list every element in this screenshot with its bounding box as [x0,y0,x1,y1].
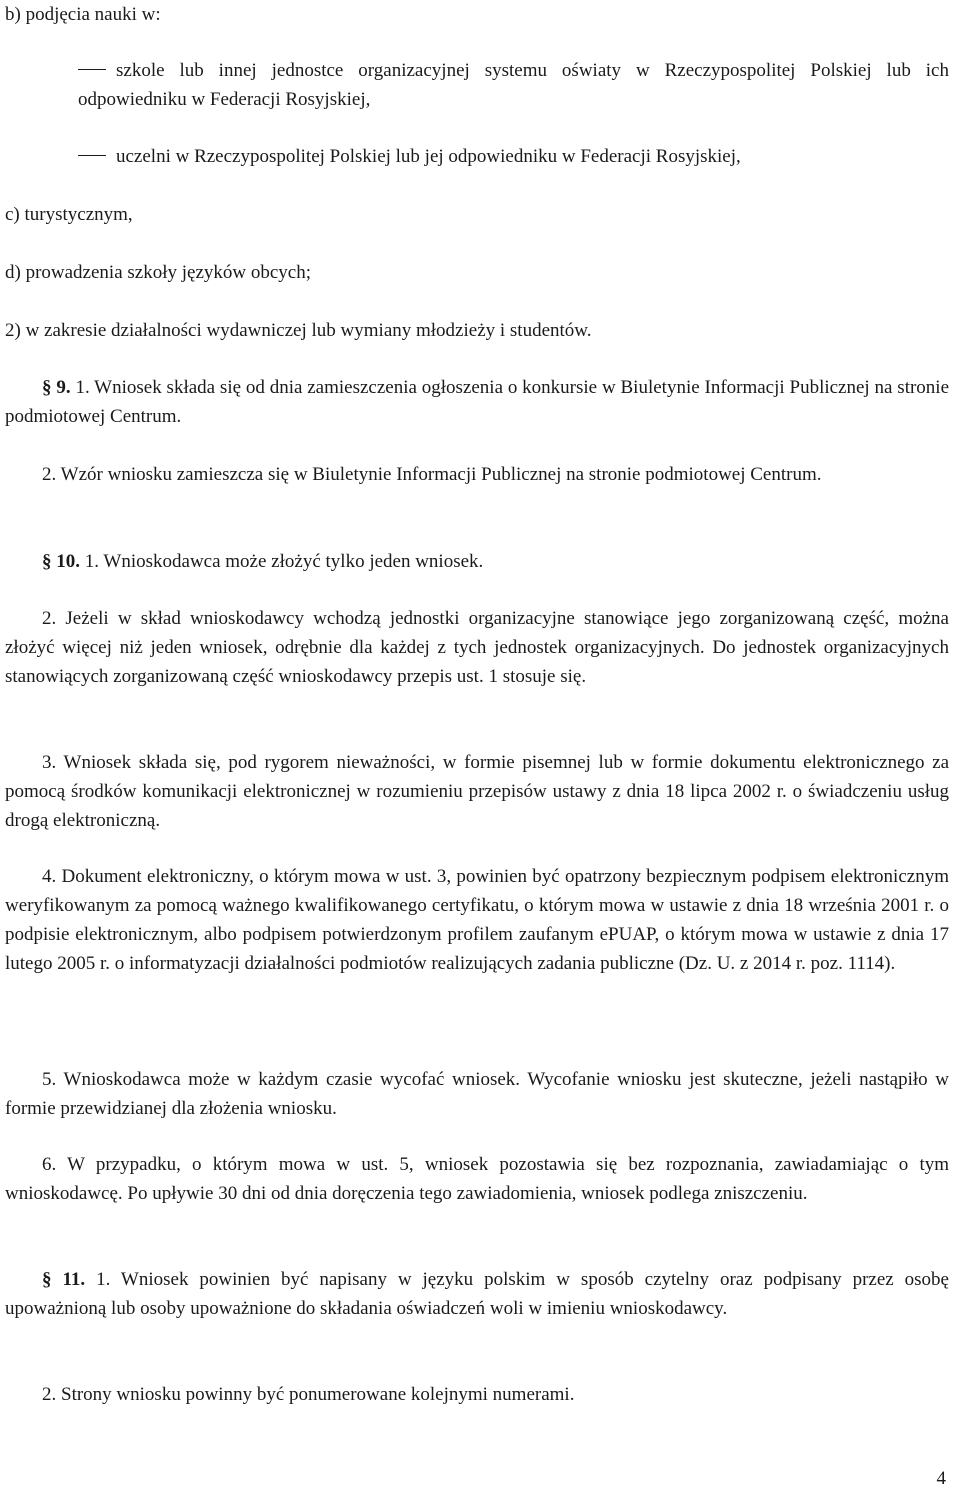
section-11-para-1 [5,1265,949,1323]
list-item-text: szkole lub innej jednostce organizacyjnej systemu oświaty w Rzeczypospolitej Polskiej lub ich odpowiedniku w Federacji Rosyjskiej, [78,60,949,110]
section-9-para-2: 2. Wzór wniosku zamieszcza się w Biuletynie Informacji Publicznej na stronie podmiotowej Centrum. [42,464,822,485]
list-item-c: c) turystycznym, [5,204,133,225]
section-sign: § [42,1269,52,1290]
section-number: 10. [56,551,80,572]
dash-bullet [78,155,106,156]
section-11-para-2: 2. Strony wniosku powinny być ponumerowane kolejnymi numerami. [42,1384,575,1405]
list-item-university [78,142,949,171]
section-sign: § [42,551,52,572]
paragraph-text: 1. Wniosek powinien być napisany w języku polskim w sposób czytelny oraz podpisany przez osobę upoważnioną lub osoby upoważnione do składania oświadczeń woli w imieniu wnioskodawcy. [5,1269,949,1319]
section-10-para-2: 2. Jeżeli w skład wnioskodawcy wchodzą jednostki organizacyjne stanowiące jego zorganizowaną część, można złożyć więcej niż jeden wniosek, odrębnie dla każdej z tych jednostek organizacyjnych. Do jednostek organizacyjnych stanowiących zorganizowaną część wnioskodawcy przepis ust. 1 stosuje się. [5,608,949,687]
point-2: 2) w zakresie działalności wydawniczej lub wymiany młodzieży i studentów. [5,320,592,341]
list-item-text: uczelni w Rzeczypospolitej Polskiej lub jej odpowiedniku w Federacji Rosyjskiej, [116,146,741,167]
section-10-para-4: 4. Dokument elektroniczny, o którym mowa w ust. 3, powinien być opatrzony bezpiecznym podpisem elektronicznym weryfikowanym za pomocą ważnego kwalifikowanego certyfikatu, o którym mowa w ustawie z dnia 18 września 2001 r. o podpisie elektronicznym, albo podpisem potwierdzonym profilem zaufanym ePUAP, o którym mowa w ustawie z dnia 17 lutego 2005 r. o informatyzacji działalności podmiotów realizujących zadania publiczne (Dz. U. z 2014 r. poz. 1114). [5,866,949,974]
section-sign: § [42,377,52,398]
list-heading-b: b) podjęcia nauki w: [5,4,161,25]
section-number: 9. [56,377,71,398]
section-10-para-1 [5,547,949,576]
list-item-d: d) prowadzenia szkoły języków obcych; [5,262,312,283]
section-10-para-3: 3. Wniosek składa się, pod rygorem nieważności, w formie pisemnej lub w formie dokumentu elektronicznego za pomocą środków komunikacji elektronicznej w rozumieniu przepisów ustawy z dnia 18 lipca 2002 r. o świadczeniu usług drogą elektroniczną. [5,752,949,831]
section-10-para-5: 5. Wnioskodawca może w każdym czasie wycofać wniosek. Wycofanie wniosku jest skuteczne, jeżeli nastąpiło w formie przewidzianej dla złożenia wniosku. [5,1069,949,1119]
paragraph-text: 1. Wniosek składa się od dnia zamieszczenia ogłoszenia o konkursie w Biuletynie Informacji Publicznej na stronie podmiotowej Centrum. [5,377,950,427]
section-10-para-6: 6. W przypadku, o którym mowa w ust. 5, wniosek pozostawia się bez rozpoznania, zawiadamiając o tym wnioskodawcę. Po upływie 30 dni od dnia doręczenia tego zawiadomienia, wniosek podlega zniszczeniu. [5,1154,949,1204]
section-number: 11. [62,1269,86,1290]
list-item-school [78,56,949,114]
dash-bullet [78,69,106,70]
page-number: 4 [936,1468,946,1489]
paragraph-text: 1. Wnioskodawca może złożyć tylko jeden wniosek. [84,551,484,572]
section-9-para-1 [5,373,949,431]
